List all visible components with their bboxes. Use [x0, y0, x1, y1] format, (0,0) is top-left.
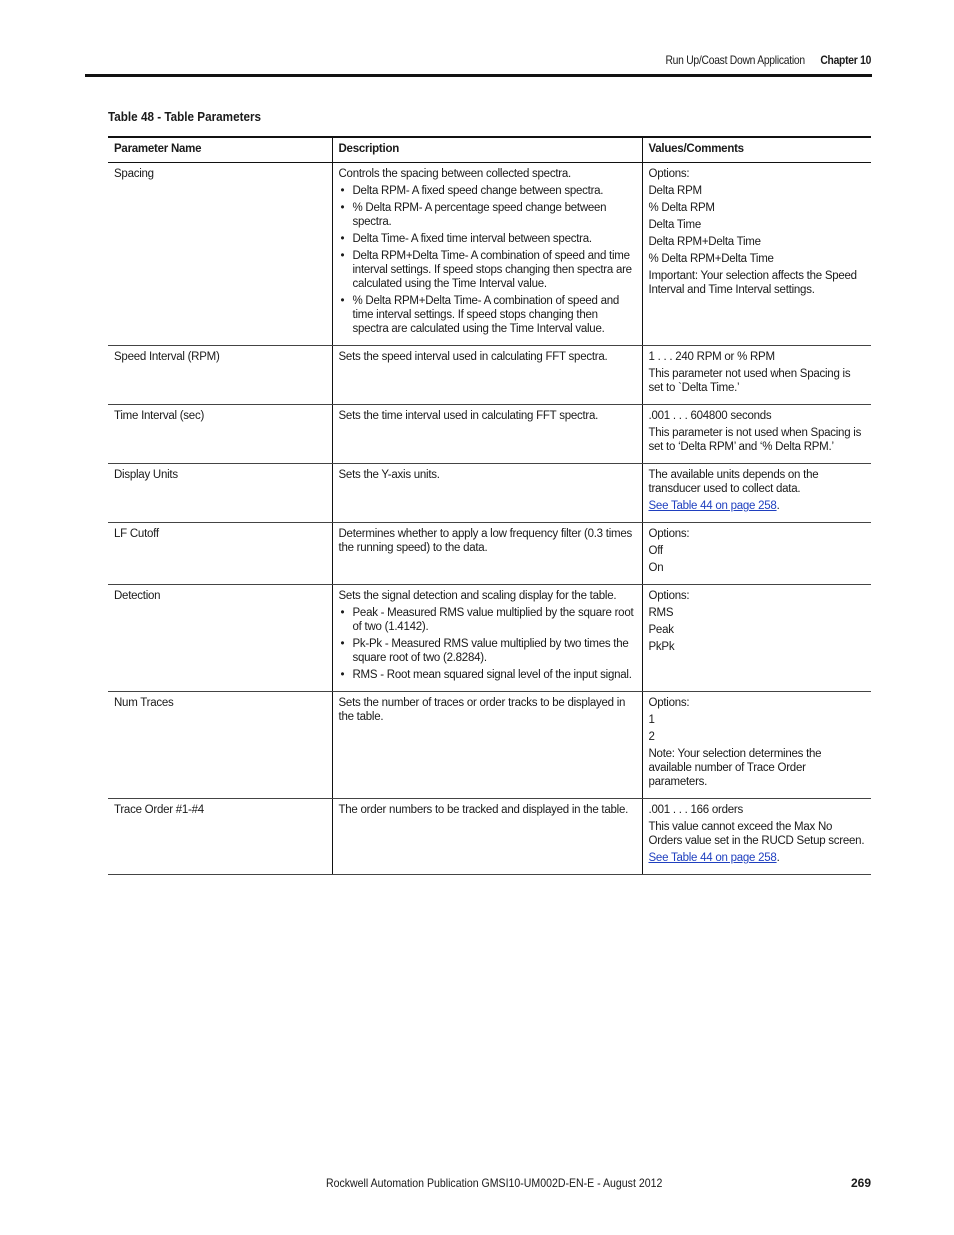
value-line: Note: Your selection determines the available number of Trace Order parameters.	[648, 748, 822, 788]
table-row	[108, 405, 871, 464]
value-line: This value cannot exceed the Max No Orders value set in the RUCD Setup screen.	[648, 821, 865, 847]
value-line: 1	[648, 714, 655, 726]
description-text: The order numbers to be tracked and displayed in the table.	[338, 804, 629, 816]
values-cell	[642, 346, 871, 405]
parameter-name-cell: LF Cutoff	[108, 523, 332, 585]
table-body	[108, 163, 871, 875]
value-line: Options:	[648, 168, 690, 180]
values-cell	[642, 523, 871, 585]
value-line: This parameter is not used when Spacing is set to ‘Delta RPM’ and ‘% Delta RPM.’	[648, 427, 862, 453]
table-row	[108, 799, 871, 875]
header-rule	[85, 74, 872, 77]
value-line: Peak	[648, 624, 674, 636]
description-text: Sets the speed interval used in calculating FFT spectra.	[338, 351, 608, 363]
description-bullet: • RMS - Root mean squared signal level of the input signal.	[353, 668, 636, 682]
value-line: 2	[648, 731, 655, 743]
description-text: Sets the Y-axis units.	[338, 469, 440, 481]
description-bullet: • % Delta RPM- A percentage speed change between spectra.	[353, 201, 636, 229]
value-line: Options:	[648, 528, 690, 540]
description-text: Sets the signal detection and scaling display for the table.	[338, 590, 617, 602]
description-text: Determines whether to apply a low frequency filter (0.3 times the running speed) to the data.	[338, 528, 632, 554]
parameter-name-cell: Num Traces	[108, 692, 332, 799]
value-line: .001 . . . 604800 seconds	[648, 410, 772, 422]
cross-reference-line: See Table 44 on page 258.	[648, 500, 780, 512]
table-row	[108, 464, 871, 523]
table-row	[108, 163, 871, 346]
header-chapter: Chapter 10	[820, 53, 871, 67]
parameter-name-cell: Display Units	[108, 464, 332, 523]
description-cell	[332, 163, 642, 346]
values-cell	[642, 163, 871, 346]
table-44-link[interactable]: See Table 44 on page 258	[648, 852, 777, 864]
table-caption: Table 48 - Table Parameters	[108, 109, 262, 124]
value-line: Off	[648, 545, 663, 557]
parameters-table	[108, 136, 871, 875]
parameter-name-cell: Time Interval (sec)	[108, 405, 332, 464]
description-bullet-list	[339, 184, 636, 336]
value-line: This parameter not used when Spacing is set to `Delta Time.’	[648, 368, 851, 394]
cross-reference-line: See Table 44 on page 258.	[648, 852, 780, 864]
table-row	[108, 346, 871, 405]
description-text: Sets the number of traces or order tracks to be displayed in the table.	[338, 697, 626, 723]
description-cell	[332, 346, 642, 405]
description-cell	[332, 405, 642, 464]
parameter-name-cell: Spacing	[108, 163, 332, 346]
parameter-name-cell: Trace Order #1-#4	[108, 799, 332, 875]
footer-publication: Rockwell Automation Publication GMSI10-UM002D-EN-E - August 2012	[326, 1176, 663, 1190]
parameter-name-cell: Detection	[108, 585, 332, 692]
values-cell	[642, 692, 871, 799]
value-line: Important: Your selection affects the Speed Interval and Time Interval settings.	[648, 270, 857, 296]
description-cell	[332, 585, 642, 692]
running-header	[665, 53, 871, 67]
description-text: Controls the spacing between collected spectra.	[338, 168, 571, 180]
value-line: .001 . . . 166 orders	[648, 804, 743, 816]
column-header-values-comments: Values/Comments	[642, 137, 871, 163]
description-text: Sets the time interval used in calculating FFT spectra.	[338, 410, 599, 422]
value-line: Delta Time	[648, 219, 701, 231]
table-44-link[interactable]: See Table 44 on page 258	[648, 500, 777, 512]
parameter-name-cell: Speed Interval (RPM)	[108, 346, 332, 405]
values-cell	[642, 464, 871, 523]
description-cell	[332, 464, 642, 523]
value-line: Options:	[648, 590, 690, 602]
values-cell	[642, 585, 871, 692]
value-line: % Delta RPM+Delta Time	[648, 253, 774, 265]
value-line: 1 . . . 240 RPM or % RPM	[648, 351, 775, 363]
table-row	[108, 585, 871, 692]
description-cell	[332, 799, 642, 875]
value-line: On	[648, 562, 664, 574]
description-bullet: • Peak - Measured RMS value multiplied by the square root of two (1.4142).	[353, 606, 636, 634]
value-line: The available units depends on the transducer used to collect data.	[648, 469, 819, 495]
values-cell	[642, 799, 871, 875]
description-bullet: • Delta RPM+Delta Time- A combination of speed and time interval settings. If speed stops changing then spectra are calculated using the Time Interval value.	[353, 249, 636, 291]
value-line: RMS	[648, 607, 674, 619]
description-cell	[332, 523, 642, 585]
value-line: PkPk	[648, 641, 675, 653]
page-number: 269	[850, 1176, 871, 1190]
value-line: Delta RPM+Delta Time	[648, 236, 761, 248]
value-line: Delta RPM	[648, 185, 702, 197]
description-bullet-list	[339, 606, 636, 682]
description-cell	[332, 692, 642, 799]
values-cell	[642, 405, 871, 464]
header-section: Run Up/Coast Down Application	[665, 53, 805, 67]
description-bullet: • % Delta RPM+Delta Time- A combination of speed and time interval settings. If speed stops changing then spectra are calculated using the Time Interval value.	[353, 294, 636, 336]
column-header-parameter-name: Parameter Name	[108, 137, 332, 163]
description-bullet: • Pk-Pk - Measured RMS value multiplied by two times the square root of two (2.8284).	[353, 637, 636, 665]
value-line: Options:	[648, 697, 690, 709]
table-row	[108, 692, 871, 799]
description-bullet: • Delta Time- A fixed time interval between spectra.	[353, 232, 636, 246]
column-header-description: Description	[332, 137, 642, 163]
table-row	[108, 523, 871, 585]
table-header-row	[108, 137, 871, 163]
description-bullet: • Delta RPM- A fixed speed change between spectra.	[353, 184, 636, 198]
value-line: % Delta RPM	[648, 202, 715, 214]
